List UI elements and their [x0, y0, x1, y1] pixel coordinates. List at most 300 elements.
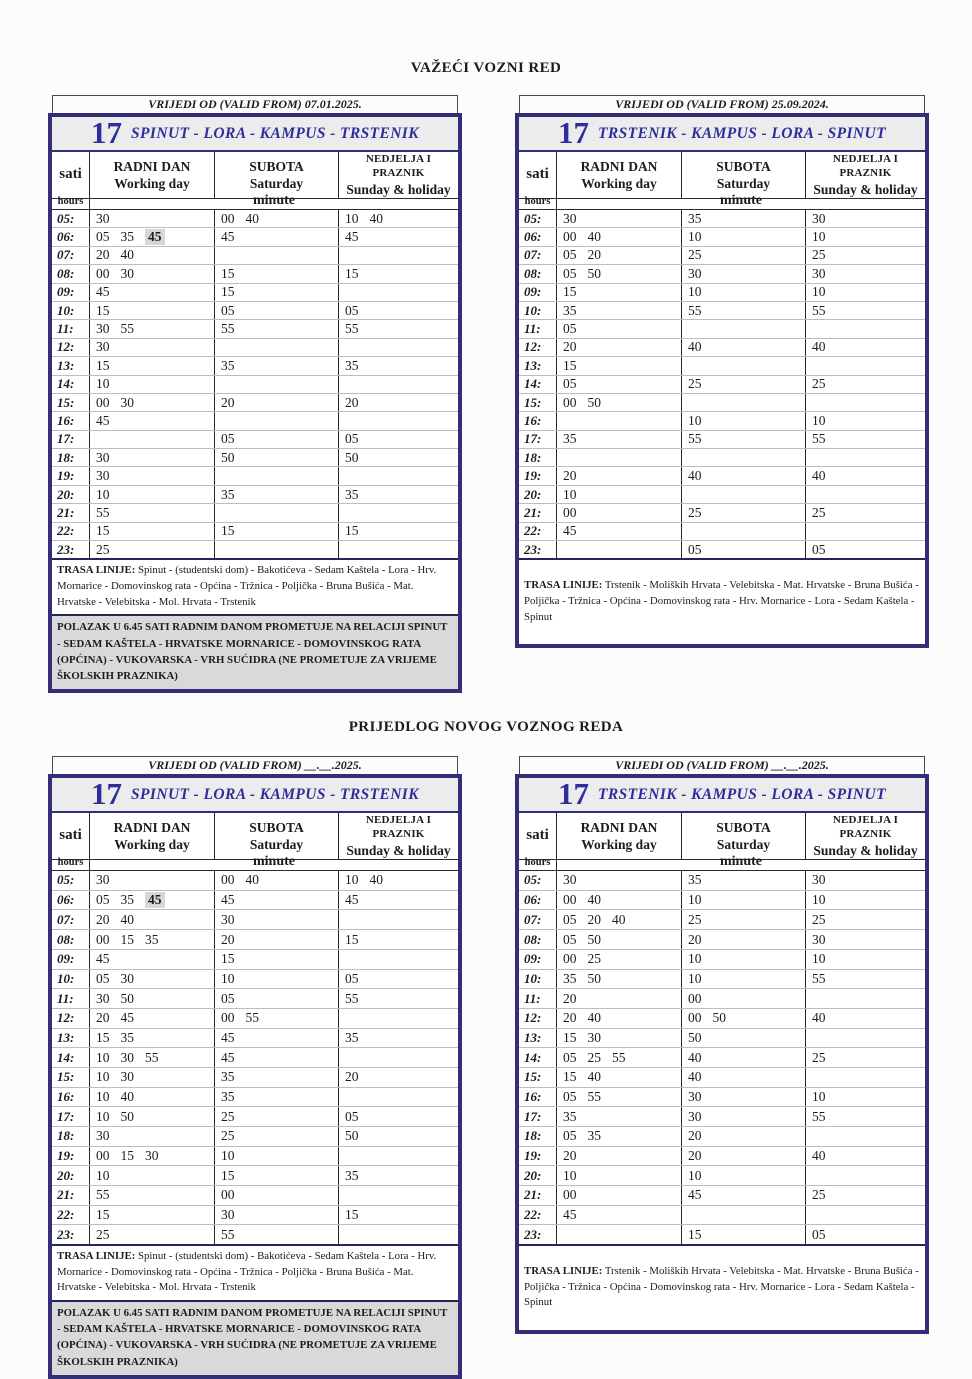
- minute-value: 20: [345, 1069, 359, 1085]
- section-title-current: VAŽEĆI VOZNI RED: [410, 60, 562, 76]
- sunday-minutes-cell: [806, 431, 925, 448]
- workday-minutes-cell: [557, 486, 682, 503]
- hour-cell: 20:: [519, 486, 557, 503]
- saturday-minutes-cell: [682, 871, 806, 890]
- sunday-minutes-cell: [339, 970, 458, 989]
- saturday-minutes-cell: [215, 247, 339, 264]
- saturday-minutes-cell: [682, 394, 806, 411]
- minute-value: 25: [221, 1108, 235, 1124]
- minute-value: 35: [145, 931, 159, 947]
- line-number: 17: [91, 114, 123, 150]
- minute-value: 40: [688, 1069, 702, 1085]
- minute-value: 00: [563, 504, 577, 520]
- minute-value: 35: [345, 486, 359, 502]
- workday-minutes-cell: [90, 989, 215, 1008]
- workday-minutes-cell: [90, 357, 215, 374]
- saturday-minutes-cell: [215, 930, 339, 949]
- workday-minutes-cell: [557, 339, 682, 356]
- minute-value: 00: [221, 1187, 235, 1203]
- timetable-box: [48, 113, 462, 693]
- minute-value: 00: [563, 951, 577, 967]
- workday-minutes-cell: [90, 320, 215, 337]
- minute-value: 55: [345, 321, 359, 337]
- workday-minutes-cell: [90, 523, 215, 540]
- minute-value: 30: [96, 449, 110, 465]
- minute-value: 50: [120, 990, 134, 1006]
- saturday-minutes-cell: [682, 1166, 806, 1185]
- saturday-minutes-cell: [682, 1225, 806, 1244]
- minute-value: 15: [345, 523, 359, 539]
- minute-value: 05: [221, 302, 235, 318]
- minute-value: 30: [96, 1128, 110, 1144]
- minute-value: 35: [563, 1108, 577, 1124]
- minute-value: 30: [96, 990, 110, 1006]
- saturday-minutes-cell: [682, 1147, 806, 1166]
- sunday-minutes-cell: [339, 284, 458, 301]
- workday-minutes-cell: [557, 1127, 682, 1146]
- sati-label: sati: [519, 152, 557, 199]
- sunday-minutes-cell: [806, 891, 925, 910]
- minute-value: 35: [688, 872, 702, 888]
- sunday-minutes-cell: [339, 449, 458, 466]
- hour-cell: 08:: [519, 265, 557, 282]
- saturday-minutes-cell: [682, 412, 806, 429]
- saturday-minutes-cell: [682, 970, 806, 989]
- timetable-row: [519, 930, 925, 950]
- saturday-minutes-cell: [682, 357, 806, 374]
- sunday-minutes-cell: [806, 265, 925, 282]
- sunday-minutes-cell: [339, 394, 458, 411]
- minute-value: 40: [812, 468, 826, 484]
- timetable-row: [52, 339, 458, 357]
- saturday-minutes-cell: [215, 1009, 339, 1028]
- hour-cell: 16:: [52, 412, 90, 429]
- workday-minutes-cell: [557, 1225, 682, 1244]
- subota-label: SUBOTA: [716, 819, 771, 835]
- sunday-minutes-cell: [806, 1127, 925, 1146]
- timetable-row: [52, 1068, 458, 1088]
- minute-value: 20: [221, 931, 235, 947]
- minute-value: 30: [96, 210, 110, 226]
- sunday-minutes-cell: [339, 1206, 458, 1225]
- timetable-row: [519, 339, 925, 357]
- minute-value: 55: [812, 1108, 826, 1124]
- saturday-minutes-cell: [215, 467, 339, 484]
- minute-value: 20: [96, 911, 110, 927]
- line-number: 17: [558, 114, 590, 150]
- minute-value: 10: [96, 1167, 110, 1183]
- saturday-minutes-cell: [682, 1009, 806, 1028]
- subota-label: SUBOTA: [249, 158, 304, 174]
- minute-value: 15: [120, 931, 134, 947]
- trasa-label: TRASA LINIJE:: [524, 579, 603, 592]
- trasa-label: TRASA LINIJE:: [57, 564, 136, 577]
- sunday-minutes-cell: [806, 504, 925, 521]
- minute-value: 30: [120, 1049, 134, 1065]
- saturday-minutes-cell: [215, 504, 339, 521]
- saturday-minutes-cell: [682, 339, 806, 356]
- minute-value: 40: [120, 911, 134, 927]
- sunday-minutes-cell: [806, 412, 925, 429]
- minute-value: 10: [688, 951, 702, 967]
- minute-value: 40: [812, 1148, 826, 1164]
- minute-value: 00: [563, 1187, 577, 1203]
- workday-minutes-cell: [557, 970, 682, 989]
- hour-cell: 07:: [52, 910, 90, 929]
- hour-cell: 20:: [52, 1166, 90, 1185]
- hour-cell: 19:: [52, 1147, 90, 1166]
- minute-value: 10: [812, 284, 826, 300]
- saturday-minutes-cell: [682, 891, 806, 910]
- minute-value: 05: [563, 931, 577, 947]
- hour-cell: 19:: [519, 467, 557, 484]
- timetable-row: [52, 1186, 458, 1206]
- saturday-minutes-cell: [215, 357, 339, 374]
- timetable-row: [519, 284, 925, 302]
- minute-value: 05: [563, 911, 577, 927]
- minute-value: 30: [587, 1029, 601, 1045]
- timetable-row: [52, 1107, 458, 1127]
- minute-value: 55: [688, 431, 702, 447]
- saturday-minutes-cell: [215, 1147, 339, 1166]
- sunday-minutes-cell: [339, 989, 458, 1008]
- minute-value: 40: [245, 210, 259, 226]
- minute-value: 30: [96, 339, 110, 355]
- timetable-row: [519, 1048, 925, 1068]
- minute-value: 30: [812, 931, 826, 947]
- saturday-minutes-cell: [215, 210, 339, 227]
- time-rows: [52, 210, 458, 558]
- minute-value: 10: [96, 1049, 110, 1065]
- minute-value: 00: [221, 872, 235, 888]
- hour-cell: 06:: [519, 891, 557, 910]
- timetable-row: [519, 1029, 925, 1049]
- sunday-minutes-cell: [806, 970, 925, 989]
- workday-minutes-cell: [90, 247, 215, 264]
- minute-value: 10: [345, 210, 359, 226]
- minute-value: 05: [345, 1108, 359, 1124]
- minute-value: 55: [345, 990, 359, 1006]
- workday-minutes-cell: [90, 431, 215, 448]
- minute-label: minute: [720, 854, 762, 870]
- proposal-tables-row: [0, 738, 972, 1379]
- sunday-minutes-cell: [339, 339, 458, 356]
- hour-cell: 13:: [519, 357, 557, 374]
- minute-value: 40: [812, 339, 826, 355]
- minute-value: 40: [587, 892, 601, 908]
- workday-minutes-cell: [557, 1166, 682, 1185]
- sunday-minutes-cell: [806, 228, 925, 245]
- saturday-minutes-cell: [682, 228, 806, 245]
- minute-value: 40: [120, 247, 134, 263]
- hour-cell: 13:: [519, 1029, 557, 1048]
- workday-minutes-cell: [557, 467, 682, 484]
- sunday-minutes-cell: [806, 930, 925, 949]
- saturday-minutes-cell: [682, 320, 806, 337]
- minute-value: 45: [563, 523, 577, 539]
- sati-label: sati: [519, 813, 557, 860]
- timetable-row: [519, 989, 925, 1009]
- minute-value: 30: [96, 468, 110, 484]
- workday-minutes-cell: [90, 1147, 215, 1166]
- workday-minutes-cell: [90, 412, 215, 429]
- hour-cell: 12:: [52, 1009, 90, 1028]
- sunday-minutes-cell: [339, 210, 458, 227]
- subota-label: SUBOTA: [716, 158, 771, 174]
- minute-value: 45: [221, 229, 235, 245]
- sunday-minutes-cell: [806, 467, 925, 484]
- workday-minutes-cell: [557, 357, 682, 374]
- minute-value: 20: [563, 990, 577, 1006]
- hour-cell: 21:: [52, 504, 90, 521]
- minute-value: 15: [96, 357, 110, 373]
- hours-label: hours: [52, 854, 90, 870]
- timetable-row: [52, 394, 458, 412]
- minute-value: 25: [221, 1128, 235, 1144]
- saturday-minutes-cell: [682, 1186, 806, 1205]
- route-description: [52, 1244, 458, 1300]
- minute-value: 55: [96, 1187, 110, 1203]
- minute-value: 05: [563, 321, 577, 337]
- minute-value: 55: [221, 321, 235, 337]
- sunday-minutes-cell: [339, 1048, 458, 1067]
- minute-value: 40: [369, 210, 383, 226]
- saturday-minutes-cell: [215, 302, 339, 319]
- minute-value: 55: [96, 504, 110, 520]
- minute-value: 30: [688, 1089, 702, 1104]
- workday-minutes-cell: [90, 302, 215, 319]
- workday-minutes-cell: [557, 247, 682, 264]
- saturday-minutes-cell: [215, 486, 339, 503]
- minute-value: 55: [245, 1010, 259, 1026]
- timetable-row: [52, 891, 458, 911]
- sunday-minutes-cell: [339, 320, 458, 337]
- saturday-minutes-cell: [215, 394, 339, 411]
- minute-value: 10: [221, 970, 235, 986]
- sunday-minutes-cell: [339, 504, 458, 521]
- saturday-minutes-cell: [215, 1107, 339, 1126]
- saturday-minutes-cell: [682, 1029, 806, 1048]
- timetable-row: [52, 284, 458, 302]
- timetable-row: [52, 504, 458, 522]
- minute-value: 25: [688, 247, 702, 263]
- minute-value: 05: [688, 541, 702, 557]
- minute-value: 45: [120, 1010, 134, 1026]
- valid-from-label: VRIJEDI OD (VALID FROM) 25.09.2024.: [519, 95, 925, 113]
- saturday-minutes-cell: [682, 989, 806, 1008]
- workday-minutes-cell: [557, 1048, 682, 1067]
- minute-value: 30: [221, 1207, 235, 1223]
- minute-value: 05: [96, 229, 110, 245]
- timetable-row: [519, 1068, 925, 1088]
- workday-minutes-cell: [557, 1068, 682, 1087]
- saturday-label: Saturday: [716, 837, 771, 853]
- minute-value: 15: [345, 931, 359, 947]
- minute-value: 00: [221, 210, 235, 226]
- workday-minutes-cell: [90, 339, 215, 356]
- saturday-minutes-cell: [682, 210, 806, 227]
- saturday-minutes-cell: [682, 1127, 806, 1146]
- route-description: [519, 558, 925, 644]
- hour-cell: 18:: [52, 1127, 90, 1146]
- workday-minutes-cell: [90, 950, 215, 969]
- timetable-row: [52, 357, 458, 375]
- timetable-row: [52, 1225, 458, 1244]
- sunday-minutes-cell: [339, 1009, 458, 1028]
- route-title: [519, 775, 925, 813]
- minute-value: 25: [688, 504, 702, 520]
- minute-value: 50: [712, 1010, 726, 1026]
- minute-value: 40: [245, 872, 259, 888]
- hour-cell: 12:: [52, 339, 90, 356]
- hour-cell: 17:: [52, 1107, 90, 1126]
- workday-minutes-cell: [557, 523, 682, 540]
- sunday-minutes-cell: [806, 1068, 925, 1087]
- minute-value: 35: [688, 210, 702, 226]
- minute-value: 40: [612, 911, 626, 927]
- line-number: 17: [558, 775, 590, 811]
- workday-minutes-cell: [557, 394, 682, 411]
- hour-cell: 05:: [52, 871, 90, 890]
- minute-value: 30: [812, 265, 826, 281]
- minute-value: 35: [563, 431, 577, 447]
- workday-minutes-cell: [557, 302, 682, 319]
- minute-value: 00: [221, 1010, 235, 1026]
- minute-value: 00: [96, 394, 110, 410]
- timetable-row: [519, 412, 925, 430]
- workday-minutes-cell: [90, 1009, 215, 1028]
- trasa-text: Trstenik - Moliških Hrvata - Velebitska - Mat. Hrvatske - Bruna Bušića - Poljička - Tržnica - Općina - Domovinskog rata - Hrv. Mornarice - Lora - Sedam Kaštela - Spinut: [524, 579, 919, 623]
- sunday-minutes-cell: [339, 1088, 458, 1107]
- minute-value: 40: [587, 229, 601, 245]
- minute-label: minute: [253, 193, 295, 208]
- radni-dan-label: RADNI DAN: [580, 158, 658, 174]
- minute-value: 20: [587, 247, 601, 263]
- minute-value: 20: [96, 1010, 110, 1026]
- workday-minutes-cell: [90, 394, 215, 411]
- timetable-proposal-spinut: [48, 756, 462, 1379]
- hour-cell: 06:: [52, 891, 90, 910]
- hour-cell: 05:: [519, 871, 557, 890]
- hour-cell: 21:: [52, 1186, 90, 1205]
- minute-value: 20: [587, 911, 601, 927]
- saturday-minutes-cell: [682, 284, 806, 301]
- day-header: [519, 152, 925, 197]
- route-title: [519, 114, 925, 152]
- workday-minutes-cell: [90, 1166, 215, 1185]
- minute-value: 10: [563, 1167, 577, 1183]
- sunday-minutes-cell: [339, 1068, 458, 1087]
- minute-value: 20: [221, 394, 235, 410]
- workday-minutes-cell: [557, 1147, 682, 1166]
- sunday-minutes-cell: [339, 1166, 458, 1185]
- route-description: [52, 558, 458, 614]
- minute-value: 15: [563, 357, 577, 373]
- saturday-minutes-cell: [215, 1029, 339, 1048]
- workday-minutes-cell: [90, 284, 215, 301]
- minute-value: 55: [812, 302, 826, 318]
- saturday-minutes-cell: [682, 950, 806, 969]
- minute-value: 15: [96, 302, 110, 318]
- nedjelja-label: NEDJELJA I PRAZNIK: [365, 814, 432, 841]
- sunday-minutes-cell: [339, 1107, 458, 1126]
- minute-value: 50: [587, 931, 601, 947]
- workday-minutes-cell: [90, 541, 215, 558]
- saturday-label: Saturday: [249, 176, 304, 192]
- sunday-minutes-cell: [339, 1225, 458, 1244]
- minute-value: 20: [563, 1148, 577, 1164]
- workday-minutes-cell: [90, 1029, 215, 1048]
- sunday-minutes-cell: [339, 871, 458, 890]
- minute-label: minute: [720, 193, 762, 208]
- workday-minutes-cell: [90, 1068, 215, 1087]
- workday-minutes-cell: [557, 891, 682, 910]
- timetable-row: [519, 1147, 925, 1167]
- section-title-proposal: PRIJEDLOG NOVOG VOZNOG REDA: [348, 719, 624, 736]
- service-note: POLAZAK U 6.45 SATI RADNIM DANOM PROMETUJE NA RELACIJI SPINUT - SEDAM KAŠTELA - HRVATSKE MORNARICE - DOMOVINSKOG RATA (OPĆINA) - VUKOVARSKA - VRH SUĆIDRA (NE PROMETUJE ZA VRIJEME ŠKOLSKIH PRAZNIKA): [52, 614, 458, 689]
- timetable-row: [519, 1186, 925, 1206]
- minute-value: 30: [120, 1069, 134, 1085]
- sunday-minutes-cell: [339, 228, 458, 245]
- saturday-minutes-cell: [215, 1225, 339, 1244]
- minute-value: 05: [345, 970, 359, 986]
- minute-value: 25: [812, 504, 826, 520]
- timetable-row: [519, 1166, 925, 1186]
- time-rows: [52, 871, 458, 1244]
- minute-value: 45: [96, 284, 110, 300]
- sunday-minutes-cell: [339, 247, 458, 264]
- sunday-minutes-cell: [339, 1147, 458, 1166]
- sunday-minutes-cell: [806, 1048, 925, 1067]
- workday-minutes-cell: [90, 486, 215, 503]
- units-header: [52, 193, 458, 210]
- minute-value: 35: [221, 1069, 235, 1085]
- minute-value: 05: [563, 1049, 577, 1065]
- minute-value: 15: [221, 523, 235, 539]
- saturday-minutes-cell: [215, 412, 339, 429]
- saturday-minutes-cell: [215, 228, 339, 245]
- minute-value: 40: [369, 872, 383, 888]
- timetable-proposal-trstenik: [515, 756, 929, 1379]
- workday-minutes-cell: [557, 1029, 682, 1048]
- minute-value: 25: [812, 376, 826, 392]
- sunday-minutes-cell: [806, 376, 925, 393]
- sunday-minutes-cell: [806, 1107, 925, 1126]
- minute-value: 35: [221, 486, 235, 502]
- workday-minutes-cell: [557, 376, 682, 393]
- timetable-row: [52, 523, 458, 541]
- hour-cell: 18:: [519, 1127, 557, 1146]
- minute-value: 00: [688, 1010, 702, 1026]
- sunday-minutes-cell: [339, 467, 458, 484]
- saturday-minutes-cell: [215, 1068, 339, 1087]
- radni-dan-label: RADNI DAN: [580, 819, 658, 835]
- nedjelja-label: NEDJELJA I PRAZNIK: [832, 153, 899, 180]
- saturday-minutes-cell: [215, 910, 339, 929]
- sunday-minutes-cell: [806, 357, 925, 374]
- route-name: TRSTENIK - KAMPUS - LORA - SPINUT: [598, 124, 886, 142]
- minute-value: 40: [812, 1010, 826, 1026]
- timetable-row: [52, 950, 458, 970]
- minute-value: 40: [120, 1089, 134, 1104]
- timetable-row: [52, 467, 458, 485]
- day-header: [52, 152, 458, 197]
- workday-minutes-cell: [90, 210, 215, 227]
- sunday-minutes-cell: [806, 394, 925, 411]
- hour-cell: 22:: [519, 1206, 557, 1225]
- hour-cell: 10:: [519, 302, 557, 319]
- minute-value: 40: [688, 468, 702, 484]
